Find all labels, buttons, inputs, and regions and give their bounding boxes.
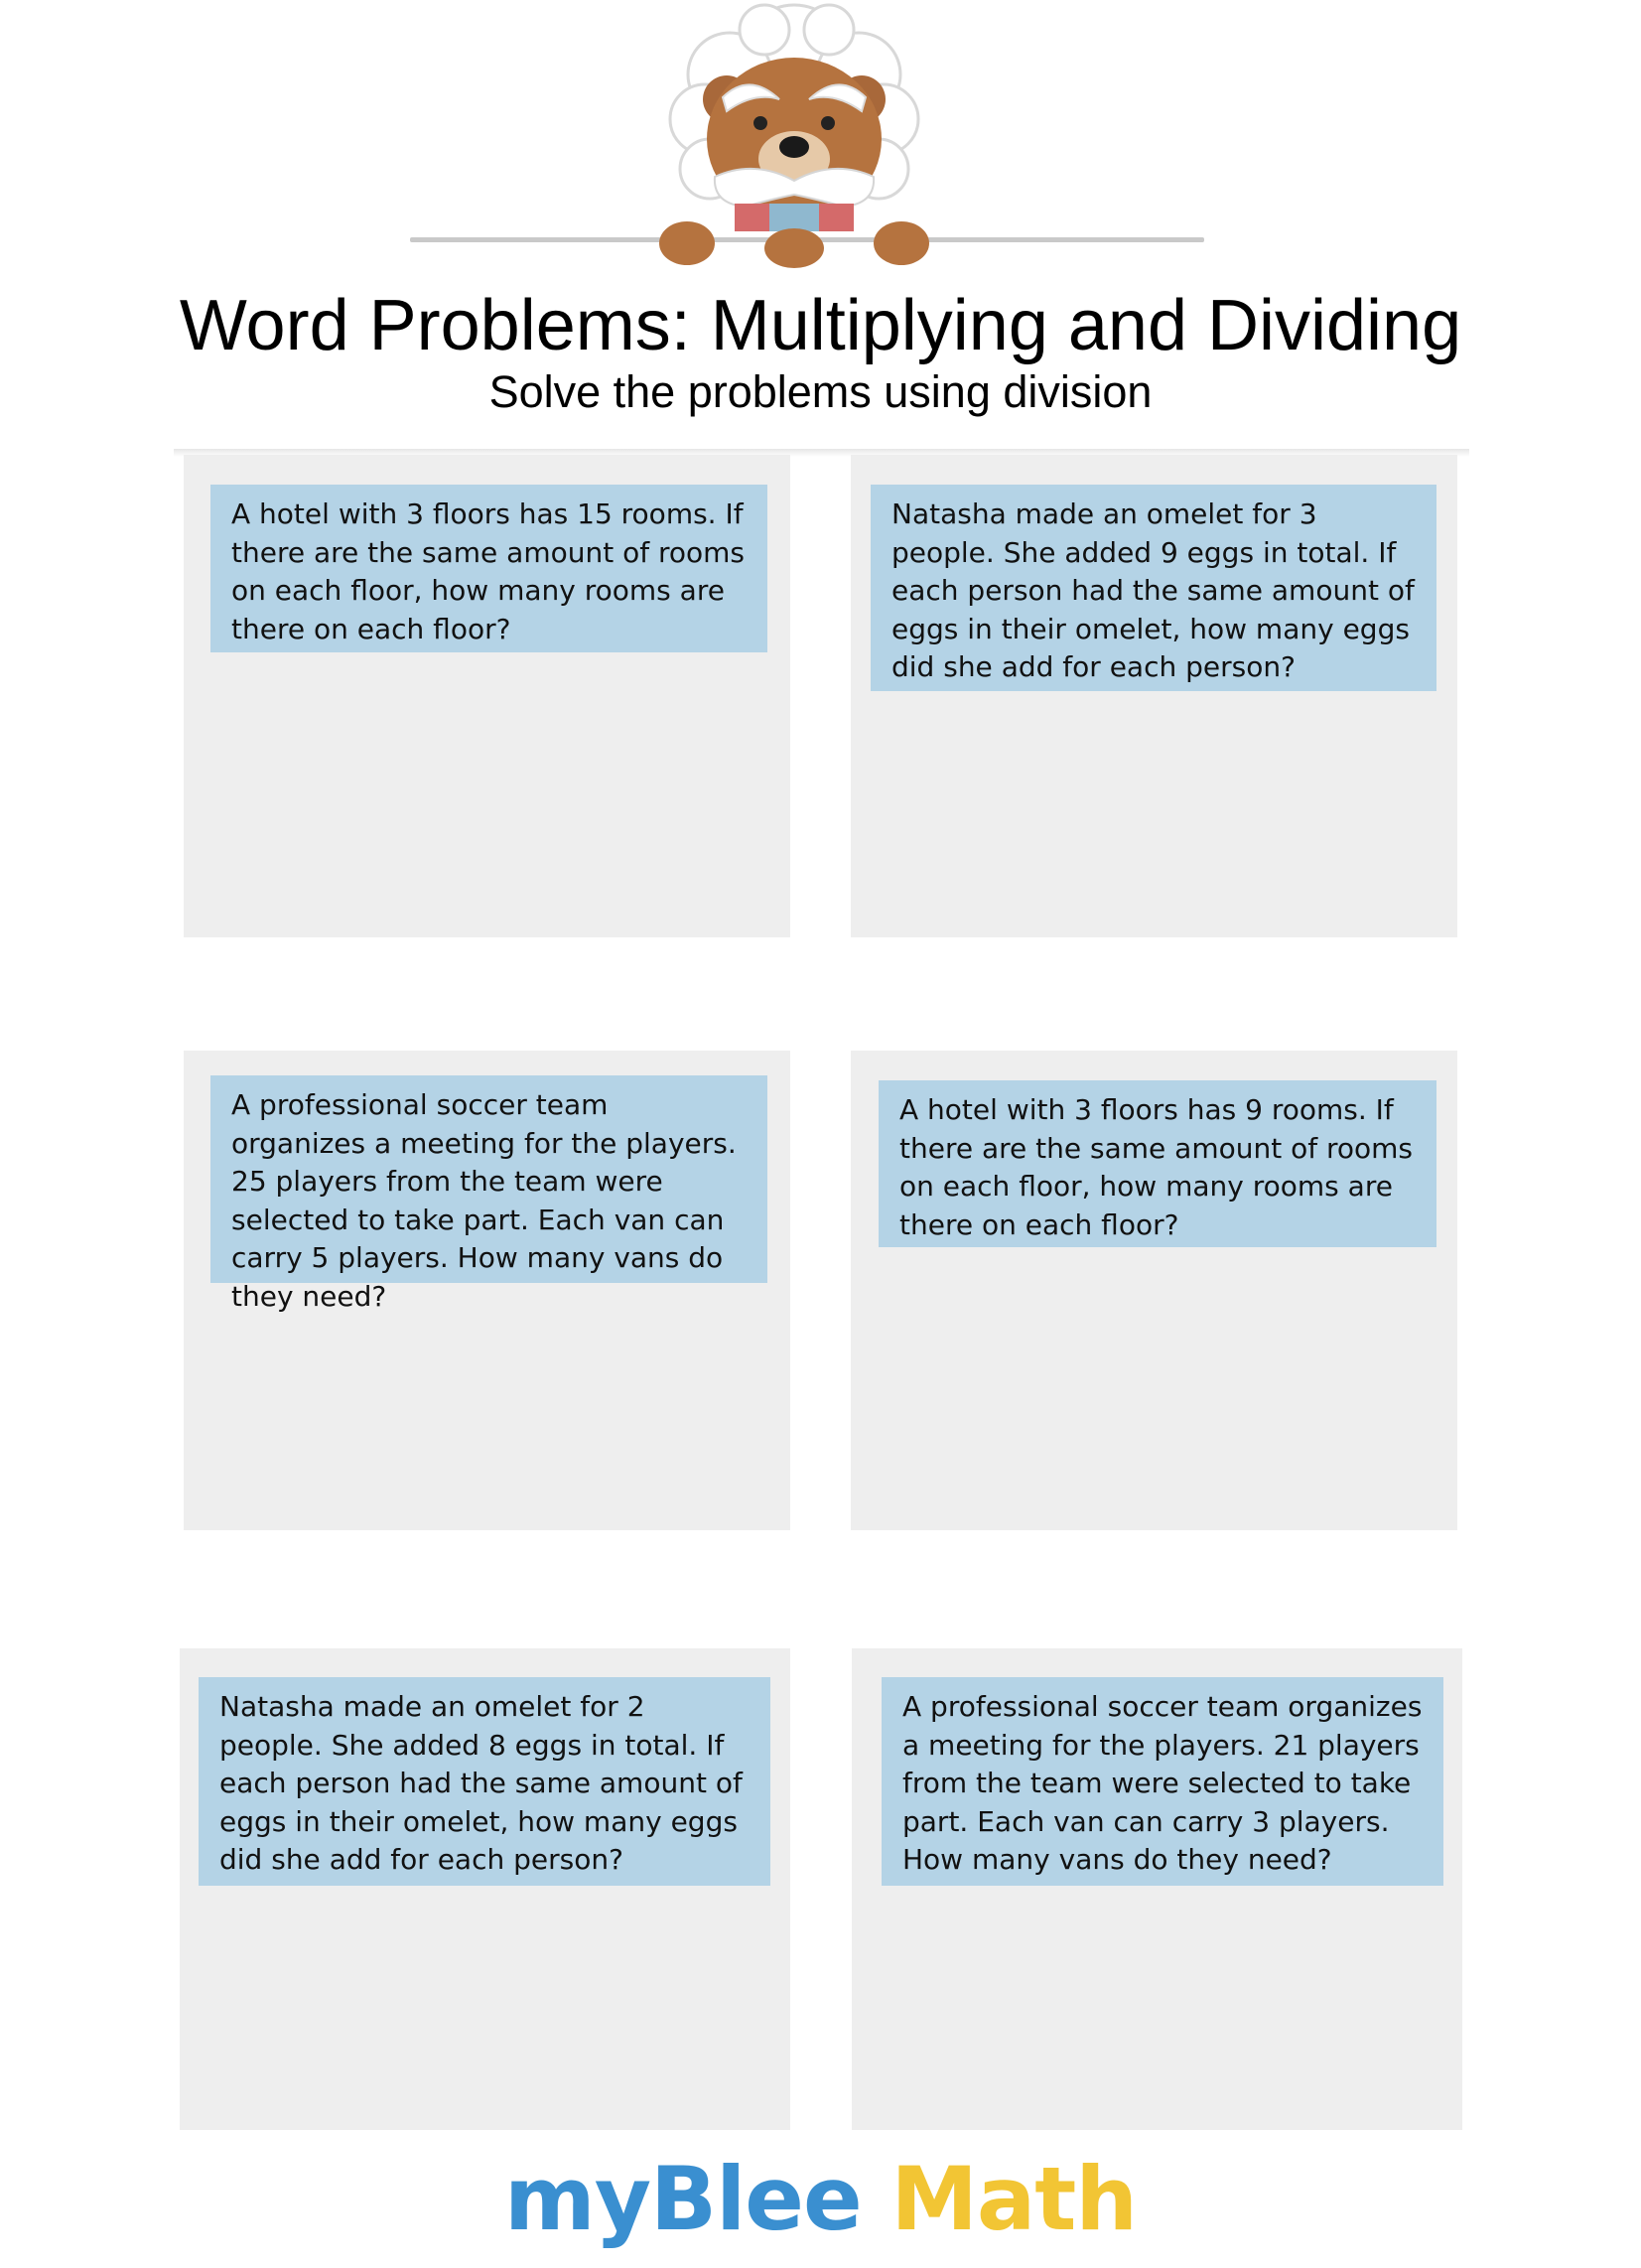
problem-card-5 [180, 1648, 790, 2130]
bear-mascot-icon [615, 0, 973, 270]
problem-text-6: A professional soccer team organizes a meeting for the players. 21 players from the team were selected to take part. Each van can carry 3 players. How many vans do they need? [882, 1677, 1443, 1886]
brand-name-part2: Math [890, 2148, 1137, 2250]
problem-text-2: Natasha made an omelet for 3 people. She added 9 eggs in total. If each person had the same amount of eggs in their omelet, how many eggs did she add for each person? [871, 485, 1436, 691]
problem-text-1: A hotel with 3 floors has 15 rooms. If there are the same amount of rooms on each floor, how many rooms are there on each floor? [210, 485, 767, 652]
problem-card-2 [851, 455, 1457, 937]
problem-card-3 [184, 1051, 790, 1530]
problem-card-1 [184, 455, 790, 937]
problem-card-4 [851, 1051, 1457, 1530]
problem-text-5: Natasha made an omelet for 2 people. She added 8 eggs in total. If each person had the same amount of eggs in their omelet, how many eggs did she add for each person? [199, 1677, 770, 1886]
problem-text-3: A professional soccer team organizes a meeting for the players. 25 players from the team were selected to take part. Each van can carry 5 players. How many vans do they need? [210, 1075, 767, 1283]
brand-logo [0, 2145, 1641, 2254]
problem-text-4: A hotel with 3 floors has 9 rooms. If there are the same amount of rooms on each floor, how many rooms are there on each floor? [879, 1080, 1436, 1247]
brand-name-part1: myBlee [504, 2148, 862, 2250]
page-subtitle: Solve the problems using division [488, 366, 1153, 417]
problem-card-6 [852, 1648, 1462, 2130]
page-title: Word Problems: Multiplying and Dividing [179, 286, 1462, 365]
